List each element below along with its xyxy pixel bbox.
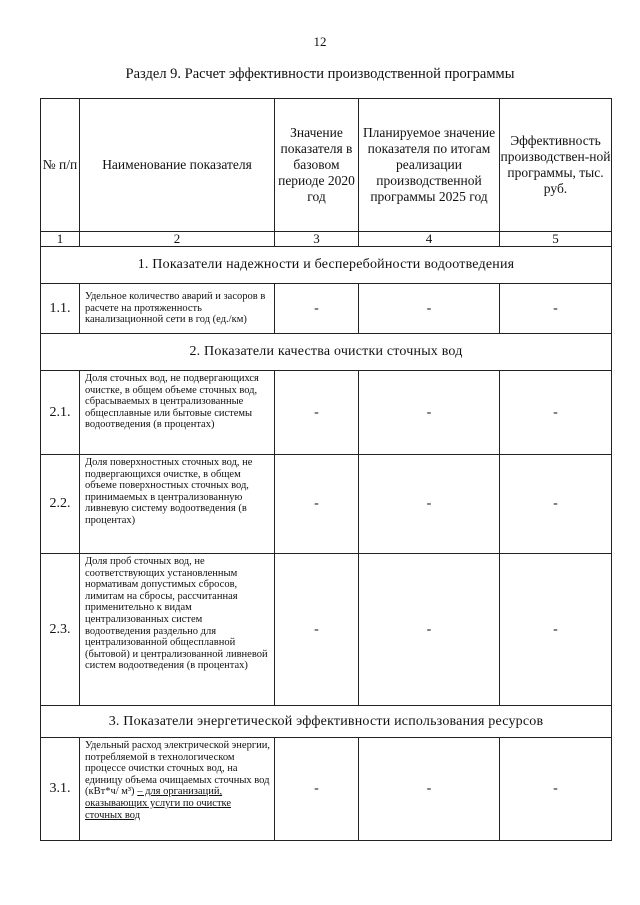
header-num: № п/п bbox=[41, 99, 80, 232]
group-heading-row bbox=[41, 706, 612, 738]
column-number: 5 bbox=[500, 232, 612, 247]
row-index: 2.2. bbox=[41, 455, 80, 554]
table-row bbox=[41, 284, 612, 334]
base-value: - bbox=[275, 738, 359, 841]
base-value: - bbox=[275, 371, 359, 455]
header-base: Значение показателя в базовом периоде 2020 год bbox=[275, 99, 359, 232]
base-value: - bbox=[275, 455, 359, 554]
efficiency-value: - bbox=[500, 284, 612, 334]
header-name: Наименование показателя bbox=[80, 99, 275, 232]
header-row bbox=[41, 99, 612, 232]
indicator-name bbox=[80, 738, 275, 841]
header-planned: Планируемое значение показателя по итогам реализации производственной программы 2025 год bbox=[359, 99, 500, 232]
efficiency-value: - bbox=[500, 738, 612, 841]
base-value: - bbox=[275, 284, 359, 334]
group-heading-row bbox=[41, 247, 612, 284]
table-row bbox=[41, 554, 612, 706]
column-numbers-row bbox=[41, 232, 612, 247]
indicator-name: Доля проб сточных вод, не соответствующих установленным нормативам допустимых сбросов, лимитам на сбросы, рассчитанная применительно к видам централизованных систем водоотведения раздельно для централизованной общесплавной (бытовой) и централизованной ливневой систем водоотведения (в процентах) bbox=[80, 554, 275, 706]
group-heading: 2. Показатели качества очистки сточных вод bbox=[41, 334, 612, 371]
base-value: - bbox=[275, 554, 359, 706]
section-title: Раздел 9. Расчет эффективности производственной программы bbox=[125, 66, 515, 82]
group-heading-row bbox=[41, 334, 612, 371]
indicator-note: – для организаций, оказывающих услуги по очистке сточных вод bbox=[85, 786, 232, 821]
row-index: 2.3. bbox=[41, 554, 80, 706]
table-row bbox=[41, 455, 612, 554]
column-number: 2 bbox=[80, 232, 275, 247]
indicator-name: Доля сточных вод, не подвергающихся очистке, в общем объеме сточных вод, сбрасываемых в централизованные общесплавные или бытовые системы водоотведения (в процентах) bbox=[80, 371, 275, 455]
column-number: 4 bbox=[359, 232, 500, 247]
table-row bbox=[41, 371, 612, 455]
planned-value: - bbox=[359, 738, 500, 841]
indicator-name: Удельное количество аварий и засоров в расчете на протяженность канализационной сети в год (ед./км) bbox=[80, 284, 275, 334]
planned-value: - bbox=[359, 554, 500, 706]
table-row bbox=[41, 738, 612, 841]
column-number: 1 bbox=[41, 232, 80, 247]
page-number: 12 bbox=[313, 34, 327, 49]
column-number: 3 bbox=[275, 232, 359, 247]
row-index: 2.1. bbox=[41, 371, 80, 455]
efficiency-value: - bbox=[500, 554, 612, 706]
planned-value: - bbox=[359, 371, 500, 455]
efficiency-value: - bbox=[500, 455, 612, 554]
planned-value: - bbox=[359, 455, 500, 554]
efficiency-value: - bbox=[500, 371, 612, 455]
group-heading: 1. Показатели надежности и бесперебойности водоотведения bbox=[41, 247, 612, 284]
row-index: 1.1. bbox=[41, 284, 80, 334]
group-heading: 3. Показатели энергетической эффективности использования ресурсов bbox=[41, 706, 612, 738]
indicator-text: Удельный расход электрической энергии, потребляемой в технологическом процессе очистки сточных вод, на единицу объема очищаемых сточных вод (кВт*ч/ м³) bbox=[85, 740, 271, 798]
efficiency-table bbox=[40, 98, 612, 841]
row-index: 3.1. bbox=[41, 738, 80, 841]
indicator-name: Доля поверхностных сточных вод, не подвергающихся очистке, в общем объеме поверхностных сточных вод, принимаемых в централизованную ливневую систему водоотведения (в процентах) bbox=[80, 455, 275, 554]
planned-value: - bbox=[359, 284, 500, 334]
header-efficiency: Эффективность производствен-ной программы, тыс. руб. bbox=[500, 99, 612, 232]
